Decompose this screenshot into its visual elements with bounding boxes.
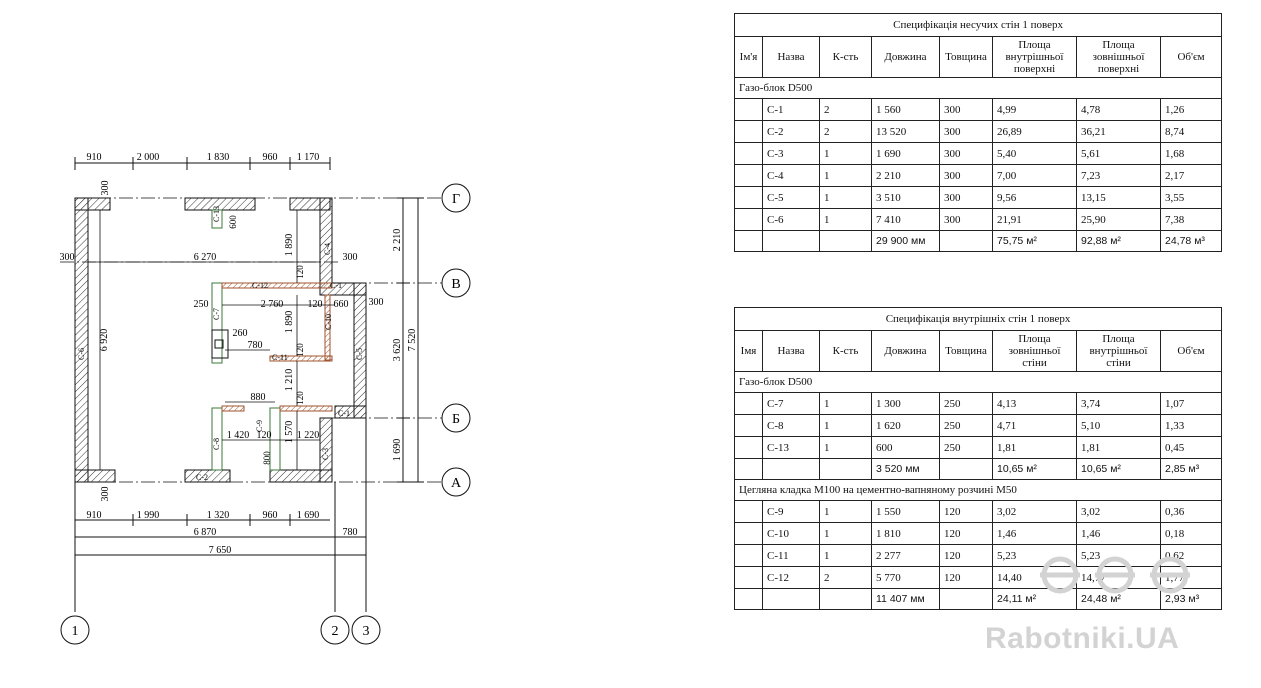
header-cell: Площа зовнішньої поверхні xyxy=(1077,37,1161,78)
table-cell: 5,40 xyxy=(993,143,1077,165)
axis-label-1: 1 xyxy=(71,624,79,639)
header-cell: Імя xyxy=(735,331,763,372)
table-cell: 300 xyxy=(940,165,993,187)
table-cell: 2 xyxy=(820,121,872,143)
table-cell xyxy=(735,99,763,121)
dim-right-3620: 3 620 xyxy=(392,338,403,362)
table-cell: 5 770 xyxy=(872,567,940,589)
top-dimensions xyxy=(75,157,330,170)
table-cell xyxy=(735,567,763,589)
table-cell: 4,99 xyxy=(993,99,1077,121)
wall-tag-c5: С-5 xyxy=(355,348,364,360)
table-cell: 1 xyxy=(820,415,872,437)
header-cell: Об'єм xyxy=(1161,37,1222,78)
table-cell: 1 xyxy=(820,209,872,231)
wall-tag-c8: С-8 xyxy=(212,438,221,450)
table-total-row xyxy=(735,459,1222,480)
table-cell: 1 690 xyxy=(872,143,940,165)
watermark-text: Rabotniki.UA xyxy=(985,622,1180,655)
table-cell xyxy=(735,209,763,231)
axis-letter-markers xyxy=(442,184,470,496)
header-cell: К-сть xyxy=(820,37,872,78)
table-cell: С-2 xyxy=(763,121,820,143)
internal-table-header xyxy=(735,331,1222,372)
table-cell: 2 xyxy=(820,567,872,589)
table-cell: 1,77 xyxy=(1161,567,1222,589)
internal-table-title: Специфікація внутрішніх стін 1 поверх xyxy=(735,308,1222,331)
dim-880: 880 xyxy=(250,392,266,403)
table-cell xyxy=(735,231,763,252)
dim-bottom-5: 1 690 xyxy=(296,510,320,521)
table-cell: С-12 xyxy=(763,567,820,589)
material-group-label: Газо-блок D500 xyxy=(735,372,1222,393)
table-cell: С-10 xyxy=(763,523,820,545)
table-cell: 1 xyxy=(820,523,872,545)
table-cell: 1 xyxy=(820,165,872,187)
dim-260: 260 xyxy=(232,328,248,339)
wall-tag-c1-top: С-1 xyxy=(330,281,342,290)
table-cell xyxy=(820,589,872,610)
header-cell: Довжина xyxy=(872,37,940,78)
dim-bottom-3: 1 320 xyxy=(206,510,230,521)
dim-780-inner: 780 xyxy=(247,340,263,351)
table-cell: 1,26 xyxy=(1161,99,1222,121)
table-cell: 4,78 xyxy=(1077,99,1161,121)
table-cell: 300 xyxy=(940,209,993,231)
axis-label-G: Г xyxy=(451,192,461,207)
table-cell xyxy=(763,589,820,610)
table-cell xyxy=(735,589,763,610)
table-row xyxy=(735,437,1222,459)
axis-label-B: Б xyxy=(451,412,461,427)
table-cell: 300 xyxy=(940,187,993,209)
table-row xyxy=(735,121,1222,143)
dim-300-top: 300 xyxy=(100,180,111,196)
table-cell xyxy=(940,459,993,480)
dim-800: 800 xyxy=(262,451,272,465)
table-cell: 7,38 xyxy=(1161,209,1222,231)
table-cell: 5,23 xyxy=(993,545,1077,567)
table-cell: 3 520 мм xyxy=(872,459,940,480)
table-cell: 2 xyxy=(820,99,872,121)
dim-top-4: 960 xyxy=(262,152,278,163)
table-cell: С-1 xyxy=(763,99,820,121)
table-row xyxy=(735,165,1222,187)
table-cell: 7,23 xyxy=(1077,165,1161,187)
table-cell: 1,46 xyxy=(993,523,1077,545)
header-cell: Товщина xyxy=(940,37,993,78)
dim-1890-a: 1 890 xyxy=(284,233,295,257)
table-cell: 1 xyxy=(820,143,872,165)
table-cell: 3,74 xyxy=(1077,393,1161,415)
table-cell: 11 407 мм xyxy=(872,589,940,610)
table-cell: 0,62 xyxy=(1161,545,1222,567)
table-cell: 300 xyxy=(940,99,993,121)
table-cell: 1 550 xyxy=(872,501,940,523)
table-cell: 7 410 xyxy=(872,209,940,231)
table-cell: 3 510 xyxy=(872,187,940,209)
header-cell: Об'єм xyxy=(1161,331,1222,372)
table-cell xyxy=(735,545,763,567)
table-row xyxy=(735,501,1222,523)
table-cell xyxy=(735,415,763,437)
table-cell: 4,71 xyxy=(993,415,1077,437)
table-cell: С-11 xyxy=(763,545,820,567)
table-cell xyxy=(735,143,763,165)
dim-bottom-6870: 6 870 xyxy=(193,527,217,538)
table-cell: 1 xyxy=(820,501,872,523)
table-cell: 120 xyxy=(940,523,993,545)
dim-120-a: 120 xyxy=(295,265,305,279)
axis-label-3: 3 xyxy=(362,624,370,639)
dim-bottom-4: 960 xyxy=(262,510,278,521)
header-cell: Ім'я xyxy=(735,37,763,78)
table-cell: 1,07 xyxy=(1161,393,1222,415)
dim-top-5: 1 170 xyxy=(296,152,320,163)
dim-120-e: 120 xyxy=(256,430,272,441)
table-cell: 13,15 xyxy=(1077,187,1161,209)
dim-300-left: 300 xyxy=(59,252,75,263)
table-cell: 3,02 xyxy=(1077,501,1161,523)
table-cell: 120 xyxy=(940,501,993,523)
table-cell: 3,55 xyxy=(1161,187,1222,209)
wall-tag-c7: С-7 xyxy=(212,308,221,320)
dim-bottom-2: 1 990 xyxy=(136,510,160,521)
table-cell: 5,23 xyxy=(1077,545,1161,567)
table-cell: 1 xyxy=(820,393,872,415)
table-cell xyxy=(735,187,763,209)
dim-6920: 6 920 xyxy=(99,328,110,352)
table-cell: 9,56 xyxy=(993,187,1077,209)
table-cell xyxy=(763,459,820,480)
dim-bottom-1: 910 xyxy=(86,510,102,521)
table-cell: С-7 xyxy=(763,393,820,415)
wall-tag-c13: С-13 xyxy=(212,206,221,222)
table-cell: 92,88 м² xyxy=(1077,231,1161,252)
wall-tag-c9: С-9 xyxy=(255,420,264,432)
table-cell: 1 560 xyxy=(872,99,940,121)
dim-top-2: 2 000 xyxy=(136,152,160,163)
table-cell: 8,74 xyxy=(1161,121,1222,143)
wall-tag-c2: С-2 xyxy=(196,473,208,482)
table-cell: 1,46 xyxy=(1077,523,1161,545)
table-cell xyxy=(820,231,872,252)
material-group-label: Цегляна кладка М100 на цементно-вапняному розчині М50 xyxy=(735,480,1222,501)
material-group-label: Газо-блок D500 xyxy=(735,78,1222,99)
watermark-workers-icon xyxy=(1030,540,1230,620)
table-cell: 2,93 м³ xyxy=(1161,589,1222,610)
table-cell: 36,21 xyxy=(1077,121,1161,143)
table-cell: 3,02 xyxy=(993,501,1077,523)
table-cell: 7,00 xyxy=(993,165,1077,187)
table-row xyxy=(735,209,1222,231)
header-cell: Назва xyxy=(763,37,820,78)
dim-top-1: 910 xyxy=(86,152,102,163)
table-cell: 1 xyxy=(820,437,872,459)
header-cell: Площа зовнішньої стіни xyxy=(993,331,1077,372)
dim-bottom-780: 780 xyxy=(342,527,358,538)
dim-1570: 1 570 xyxy=(284,420,295,444)
dim-top-3: 1 830 xyxy=(206,152,230,163)
dim-6270: 6 270 xyxy=(193,252,217,263)
table-cell: 250 xyxy=(940,437,993,459)
table-cell xyxy=(735,523,763,545)
wall-tag-c10: С-10 xyxy=(324,314,333,330)
table-cell: С-9 xyxy=(763,501,820,523)
dim-1220: 1 220 xyxy=(296,430,320,441)
dim-bottom-7650: 7 650 xyxy=(208,545,232,556)
table-cell: 24,48 м² xyxy=(1077,589,1161,610)
table-cell: 120 xyxy=(940,545,993,567)
table-cell: С-8 xyxy=(763,415,820,437)
dim-120-d: 120 xyxy=(295,391,305,405)
table-cell: 13 520 xyxy=(872,121,940,143)
table-total-row xyxy=(735,231,1222,252)
table-cell: 0,45 xyxy=(1161,437,1222,459)
table-cell: С-13 xyxy=(763,437,820,459)
table-cell: С-3 xyxy=(763,143,820,165)
header-cell: Товщина xyxy=(940,331,993,372)
table-row xyxy=(735,393,1222,415)
table-cell: 5,61 xyxy=(1077,143,1161,165)
table-cell: 29 900 мм xyxy=(872,231,940,252)
wall-tag-c4: С-4 xyxy=(323,243,332,255)
axis-label-A: А xyxy=(450,476,462,491)
table-row xyxy=(735,99,1222,121)
table-cell: 21,91 xyxy=(993,209,1077,231)
table-row xyxy=(735,143,1222,165)
table-cell: С-4 xyxy=(763,165,820,187)
header-cell: Назва xyxy=(763,331,820,372)
table-cell xyxy=(735,165,763,187)
dim-1890-b: 1 890 xyxy=(284,310,295,334)
table-cell: 25,90 xyxy=(1077,209,1161,231)
dim-600: 600 xyxy=(228,215,238,229)
wall-tag-c11: С-11 xyxy=(272,353,288,362)
table-cell xyxy=(735,393,763,415)
dim-right-total: 7 520 xyxy=(407,328,418,352)
table-cell: 10,65 м² xyxy=(1077,459,1161,480)
wall-tag-c12: С-12 xyxy=(252,281,268,290)
table-cell: 1 xyxy=(820,187,872,209)
table-cell xyxy=(735,437,763,459)
dim-right-2210: 2 210 xyxy=(392,228,403,252)
table-cell xyxy=(735,459,763,480)
table-cell: 1,68 xyxy=(1161,143,1222,165)
table-cell: 600 xyxy=(872,437,940,459)
table-cell: 75,75 м² xyxy=(993,231,1077,252)
table-cell: С-5 xyxy=(763,187,820,209)
table-cell: 5,10 xyxy=(1077,415,1161,437)
dim-250: 250 xyxy=(193,299,209,310)
table-cell: 1,81 xyxy=(1077,437,1161,459)
dim-1210: 1 210 xyxy=(284,368,295,392)
table-cell: 10,65 м² xyxy=(993,459,1077,480)
bearing-table-title: Специфікація несучих стін 1 поверх xyxy=(735,14,1222,37)
table-cell: 24,11 м² xyxy=(993,589,1077,610)
table-row xyxy=(735,187,1222,209)
dim-right-1690: 1 690 xyxy=(392,438,403,462)
table-cell: 120 xyxy=(940,567,993,589)
bearing-walls-spec-table xyxy=(734,13,1222,252)
table-cell: 1 620 xyxy=(872,415,940,437)
table-cell xyxy=(763,231,820,252)
dim-300-right-a: 300 xyxy=(342,252,358,263)
table-cell: 14,77 xyxy=(1077,567,1161,589)
table-cell xyxy=(735,501,763,523)
table-cell: 1,81 xyxy=(993,437,1077,459)
table-cell: 250 xyxy=(940,415,993,437)
table-cell: 1 xyxy=(820,545,872,567)
table-cell xyxy=(940,589,993,610)
header-cell: Площа внутрішньої поверхні xyxy=(993,37,1077,78)
table-cell xyxy=(940,231,993,252)
wall-tag-c1-bottom: С-1 xyxy=(338,409,350,418)
dim-2760: 2 760 xyxy=(260,299,284,310)
table-cell xyxy=(820,459,872,480)
dim-1420: 1 420 xyxy=(226,430,250,441)
dim-120-b: 120 xyxy=(307,299,323,310)
table-cell: 0,18 xyxy=(1161,523,1222,545)
table-cell: 2,17 xyxy=(1161,165,1222,187)
table-cell xyxy=(735,121,763,143)
table-cell: 2 210 xyxy=(872,165,940,187)
header-cell: К-сть xyxy=(820,331,872,372)
wall-tag-c3: С-3 xyxy=(321,448,330,460)
table-cell: 1 300 xyxy=(872,393,940,415)
table-cell: 2 277 xyxy=(872,545,940,567)
dim-300-right-b: 300 xyxy=(368,297,384,308)
table-row xyxy=(735,415,1222,437)
table-cell: 14,40 xyxy=(993,567,1077,589)
table-cell: 250 xyxy=(940,393,993,415)
dim-120-c: 120 xyxy=(295,343,305,357)
table-cell: 1 810 xyxy=(872,523,940,545)
table-cell: 300 xyxy=(940,121,993,143)
table-cell: 26,89 xyxy=(993,121,1077,143)
table-cell: 24,78 м³ xyxy=(1161,231,1222,252)
bearing-table-header xyxy=(735,37,1222,78)
axis-label-V: В xyxy=(451,277,461,292)
table-cell: 0,36 xyxy=(1161,501,1222,523)
table-cell: 300 xyxy=(940,143,993,165)
dim-300-bottom: 300 xyxy=(100,486,111,502)
header-cell: Площа внутрішньої стіни xyxy=(1077,331,1161,372)
header-cell: Довжина xyxy=(872,331,940,372)
table-cell: 4,13 xyxy=(993,393,1077,415)
table-cell: С-6 xyxy=(763,209,820,231)
axis-label-2: 2 xyxy=(331,624,339,639)
dim-660: 660 xyxy=(333,299,349,310)
table-cell: 1,33 xyxy=(1161,415,1222,437)
wall-tag-c6: С-6 xyxy=(77,348,86,360)
table-cell: 2,85 м³ xyxy=(1161,459,1222,480)
